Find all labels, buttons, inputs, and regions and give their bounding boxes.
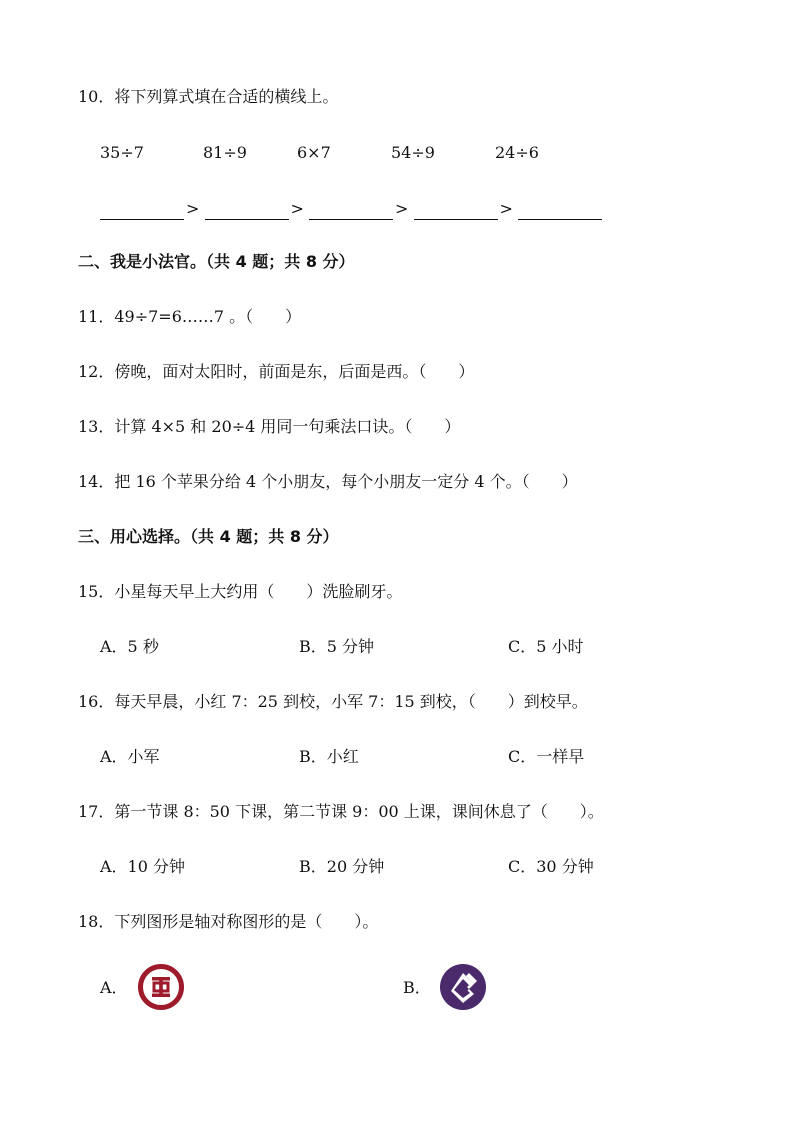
- q17-option-a[interactable]: A．10 分钟: [100, 857, 186, 876]
- q15-option-a[interactable]: A．5 秒: [100, 637, 159, 656]
- greater-than-sign: >: [395, 199, 409, 218]
- q12-text: 12．傍晚，面对太阳时，前面是东，后面是西。（ ）: [78, 362, 475, 381]
- q16-option-c[interactable]: C．一样早: [508, 747, 585, 766]
- answer-blanks: [100, 198, 602, 220]
- answer-blank-1[interactable]: [100, 202, 184, 220]
- q15-option-c[interactable]: C．5 小时: [508, 637, 584, 656]
- q17-option-b[interactable]: B．20 分钟: [299, 857, 385, 876]
- q16-option-a[interactable]: A．小军: [100, 747, 160, 766]
- q17-option-c[interactable]: C．30 分钟: [508, 857, 594, 876]
- section-2-heading: 二、我是小法官。（共 4 题；共 8 分）: [78, 252, 355, 271]
- q14-text: 14．把 16 个苹果分给 4 个小朋友，每个小朋友一定分 4 个。（ ）: [78, 472, 578, 491]
- section-3-heading: 三、用心选择。（共 4 题；共 8 分）: [78, 527, 339, 546]
- answer-blank-3[interactable]: [309, 202, 393, 220]
- expression-3: 6×7: [297, 143, 331, 162]
- q18-text: 18．下列图形是轴对称图形的是（ ）。: [78, 912, 379, 931]
- answer-blank-4[interactable]: [414, 202, 498, 220]
- answer-blank-2[interactable]: [205, 202, 289, 220]
- greater-than-sign: >: [499, 199, 513, 218]
- q18-option-b[interactable]: B．: [403, 978, 431, 997]
- q15-text: 15．小星每天早上大约用（ ）洗脸刷牙。: [78, 582, 403, 601]
- expression-1: 35÷7: [100, 143, 144, 162]
- q13-text: 13．计算 4×5 和 20÷4 用同一句乘法口诀。（ ）: [78, 417, 461, 436]
- q16-option-b[interactable]: B．小红: [299, 747, 359, 766]
- greater-than-sign: >: [186, 199, 200, 218]
- greater-than-sign: >: [290, 199, 304, 218]
- q17-text: 17．第一节课 8：50 下课，第二节课 9：00 上课，课间休息了（ ）。: [78, 802, 604, 821]
- expression-2: 81÷9: [203, 143, 247, 162]
- q18-option-a[interactable]: A．: [100, 978, 128, 997]
- ccb-logo-icon[interactable]: [439, 963, 487, 1011]
- q16-text: 16．每天早晨，小红 7：25 到校，小军 7：15 到校，（ ）到校早。: [78, 692, 588, 711]
- expression-4: 54÷9: [391, 143, 435, 162]
- icbc-logo-icon[interactable]: [137, 963, 185, 1011]
- expression-5: 24÷6: [495, 143, 539, 162]
- q10-text: 10．将下列算式填在合适的横线上。: [78, 87, 339, 106]
- q15-option-b[interactable]: B．5 分钟: [299, 637, 375, 656]
- answer-blank-5[interactable]: [518, 202, 602, 220]
- q11-text: 11．49÷7=6……7 。（ ）: [78, 307, 302, 326]
